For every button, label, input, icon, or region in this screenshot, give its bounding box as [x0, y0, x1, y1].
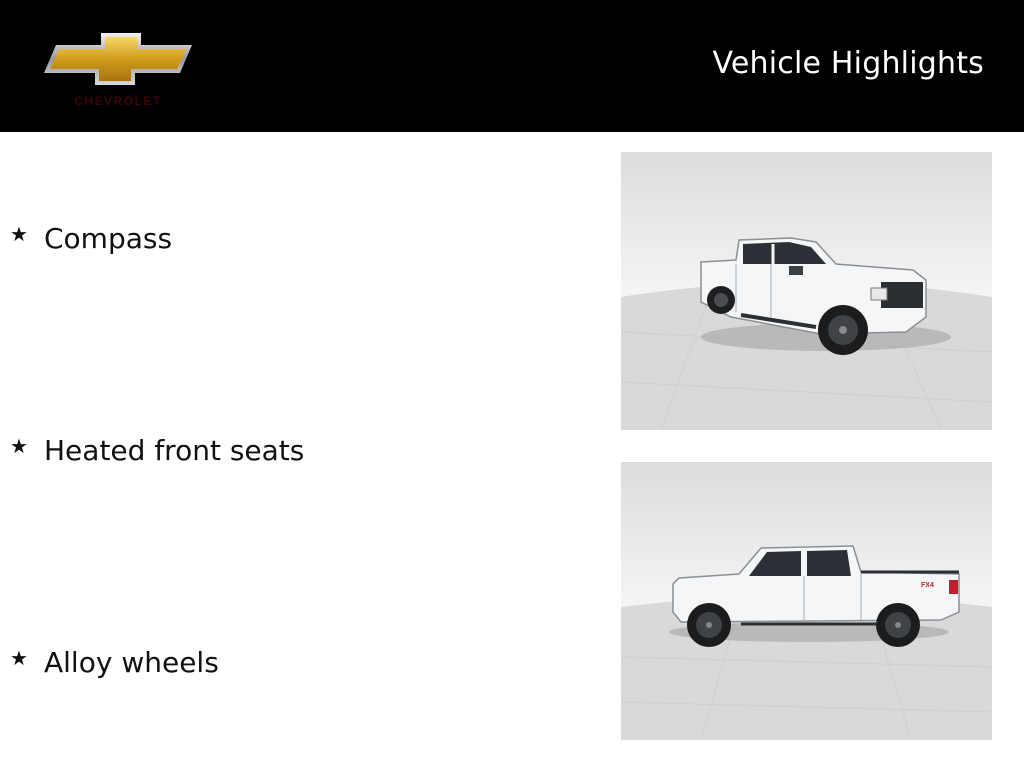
vehicle-photo-side: [621, 462, 992, 740]
chevrolet-bowtie-logo: [44, 33, 192, 85]
star-icon: ★: [10, 436, 28, 458]
highlight-label: Compass: [44, 221, 173, 255]
highlight-label: Alloy wheels: [44, 645, 219, 679]
page-title: Vehicle Highlights: [712, 46, 984, 81]
highlight-item: [10, 430, 304, 470]
star-icon: ★: [10, 648, 28, 670]
fx4-badge: FX4: [921, 582, 934, 589]
brand-wordmark: CHEVROLET: [74, 94, 162, 108]
highlight-item: [10, 218, 172, 258]
highlight-item: [10, 642, 219, 682]
vehicle-photo-front-quarter: [621, 152, 992, 430]
highlight-label: Heated front seats: [44, 433, 305, 467]
header-bar: [0, 0, 1024, 132]
star-icon: ★: [10, 224, 28, 246]
